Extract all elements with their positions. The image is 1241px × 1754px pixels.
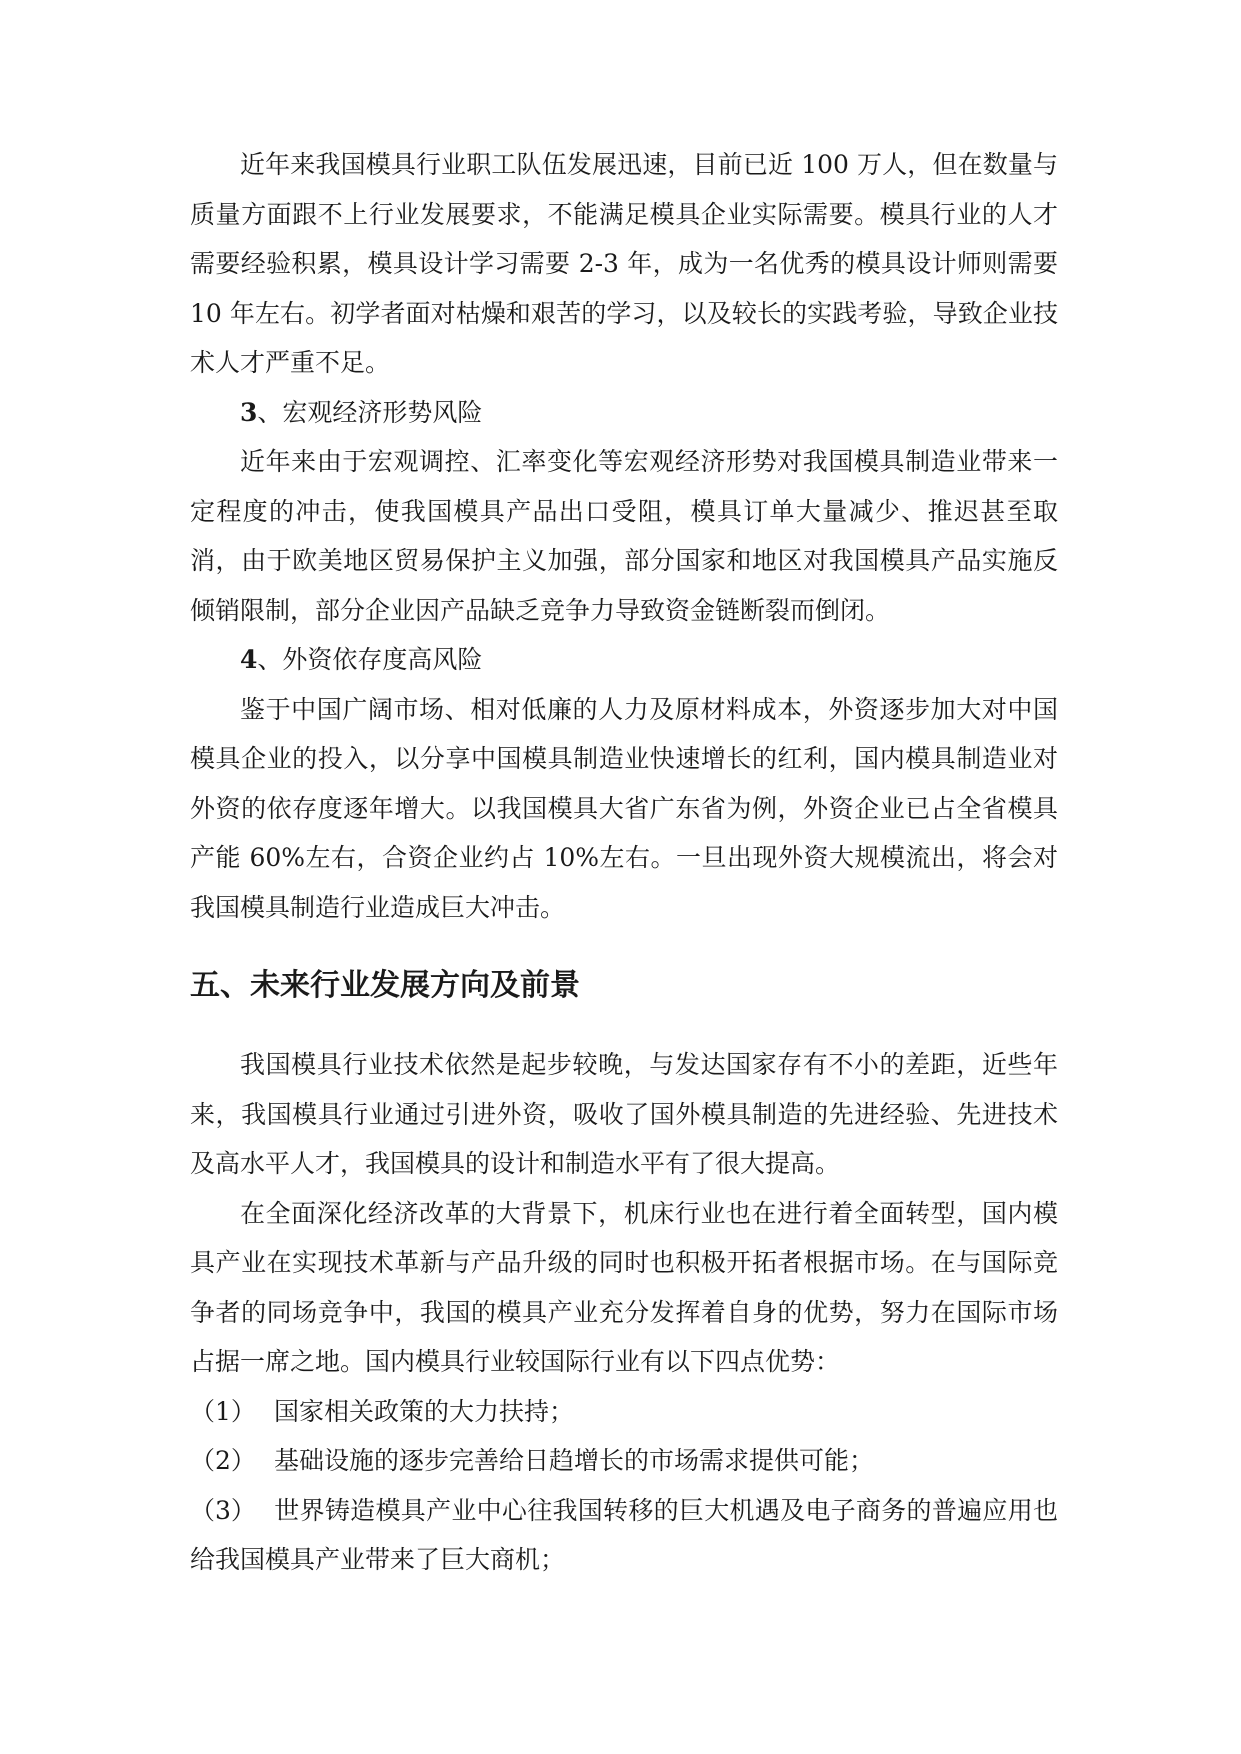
list-marker: （3） bbox=[190, 1495, 256, 1525]
subsection-heading-3 bbox=[190, 388, 1058, 438]
list-item bbox=[190, 1436, 1058, 1486]
list-text: 国家相关政策的大力扶持； bbox=[274, 1396, 575, 1426]
list-text: 世界铸造模具产业中心往我国转移的巨大机遇及电子商务的普遍应用也给我国模具产业带来了巨大商机； bbox=[190, 1495, 1058, 1574]
subsection-number: 4 bbox=[240, 645, 258, 674]
paragraph-talent-shortage: 近年来我国模具行业职工队伍发展迅速，目前已近 100 万人，但在数量与质量方面跟不上行业发展要求，不能满足模具企业实际需要。模具行业的人才需要经验积累，模具设计学习需要 2-3 年，成为一名优秀的模具设计师则需要 10 年左右。初学者面对枯燥和艰苦的学习，以及较长的实践考验，导致企业技术人才严重不足。 bbox=[190, 150, 1058, 377]
list-item bbox=[190, 1486, 1058, 1585]
section-heading-5: 五、未来行业发展方向及前景 bbox=[190, 968, 580, 1003]
subsection-title: 外资依存度高风险 bbox=[282, 645, 483, 674]
list-text: 基础设施的逐步完善给日趋增长的市场需求提供可能； bbox=[274, 1446, 875, 1475]
list-marker: （1） bbox=[190, 1396, 256, 1426]
paragraph-industry-development: 我国模具行业技术依然是起步较晚，与发达国家存有不小的差距，近些年来，我国模具行业通过引进外资，吸收了国外模具制造的先进经验、先进技术及高水平人才，我国模具的设计和制造水平有了很大提高。 bbox=[190, 1050, 1058, 1178]
subsection-number: 3 bbox=[240, 397, 258, 427]
subsection-title: 宏观经济形势风险 bbox=[282, 397, 483, 427]
list-item bbox=[190, 1387, 1058, 1437]
paragraph-macro-risk: 近年来由于宏观调控、汇率变化等宏观经济形势对我国模具制造业带来一定程度的冲击，使我国模具产品出口受阻，模具订单大量减少、推迟甚至取消，由于欧美地区贸易保护主义加强，部分国家和地区对我国模具产品实施反倾销限制，部分企业因产品缺乏竞争力导致资金链断裂而倒闭。 bbox=[190, 447, 1058, 625]
subsection-separator: 、 bbox=[257, 397, 283, 427]
list-marker: （2） bbox=[190, 1446, 256, 1475]
document-body bbox=[190, 140, 1058, 1585]
subsection-heading-4 bbox=[190, 635, 1058, 685]
paragraph-advantages-intro: 在全面深化经济改革的大背景下，机床行业也在进行着全面转型，国内模具产业在实现技术革新与产品升级的同时也积极开拓者根据市场。在与国际竞争者的同场竞争中，我国的模具产业充分发挥着自身的优势，努力在国际市场占据一席之地。国内模具行业较国际行业有以下四点优势： bbox=[190, 1198, 1058, 1376]
subsection-separator: 、 bbox=[257, 645, 283, 674]
paragraph-foreign-capital-risk: 鉴于中国广阔市场、相对低廉的人力及原材料成本，外资逐步加大对中国模具企业的投入，以分享中国模具制造业快速增长的红利，国内模具制造业对外资的依存度逐年增大。以我国模具大省广东省为例，外资企业已占全省模具产能 60%左右，合资企业约占 10%左右。一旦出现外资大规模流出，将会对我国模具制造行业造成巨大冲击。 bbox=[190, 694, 1058, 922]
